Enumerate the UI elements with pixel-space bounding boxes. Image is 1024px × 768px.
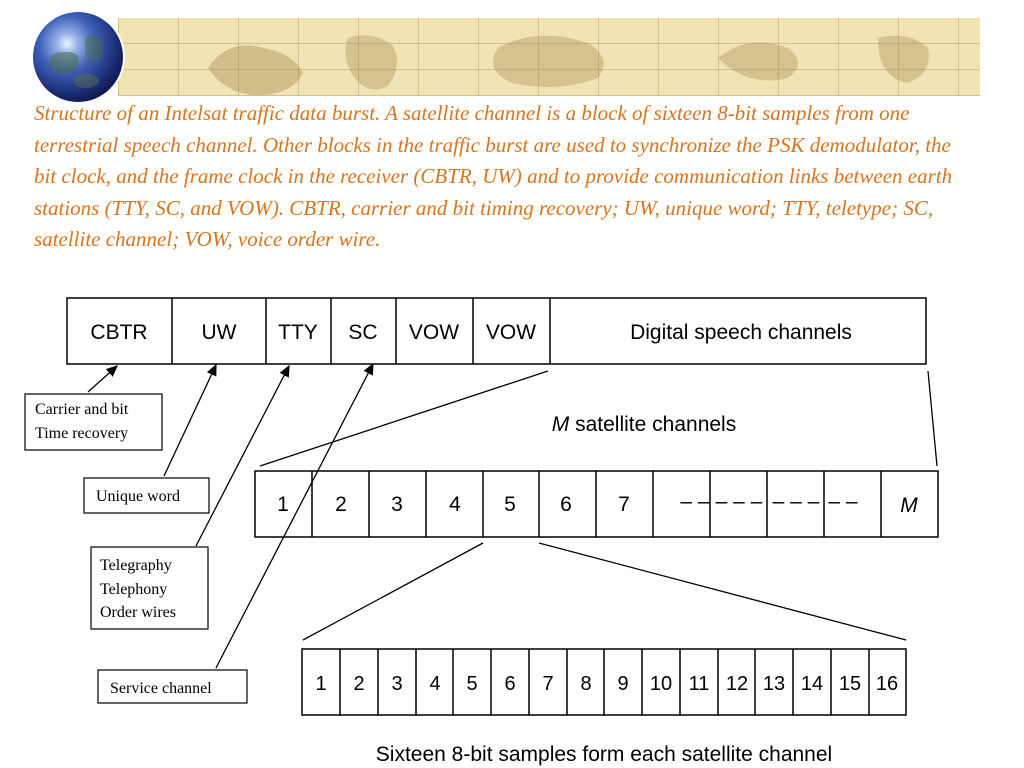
svg-text:Order wires: Order wires (100, 604, 176, 621)
sample-cell: 1 (315, 673, 327, 695)
arrow-tty (196, 366, 289, 546)
callout-service-channel (98, 670, 247, 703)
expand-line-left (260, 371, 548, 466)
sat-channel-m: M (900, 494, 918, 517)
satellite-channels-row (255, 471, 938, 537)
sat-channel-ellipsis: – – (680, 490, 710, 513)
sample-cell: 13 (762, 673, 786, 695)
burst-row (67, 298, 926, 364)
sat-channel-ellipsis: – – – (715, 490, 763, 513)
samples-caption: Sixteen 8-bit samples form each satellite channel (375, 743, 833, 766)
sat-channel-cell: 4 (449, 493, 461, 516)
sat-channel-ellipsis: – – – (772, 490, 820, 513)
sat-channel-cell: 6 (560, 493, 572, 516)
sample-cell: 4 (429, 673, 441, 695)
sample-cell: 15 (838, 673, 862, 695)
satellite-channels-label: M satellite channels (551, 413, 737, 436)
field-digital-speech: Digital speech channels (630, 321, 852, 344)
arrow-uw (164, 365, 216, 476)
sample-expand-line-right (539, 543, 906, 640)
sample-cell: 9 (617, 673, 629, 695)
sample-cell: 16 (875, 673, 899, 695)
sample-cell: 10 (649, 673, 673, 695)
svg-text:Telephony: Telephony (100, 581, 168, 598)
field-vow-1: VOW (408, 321, 460, 344)
sat-channel-ellipsis: – – (828, 490, 858, 513)
arrow-sc (216, 364, 373, 668)
sample-cell: 14 (800, 673, 824, 695)
svg-text:Telegraphy: Telegraphy (100, 557, 172, 574)
sample-cell: 12 (725, 673, 749, 695)
sample-cell: 5 (466, 673, 478, 695)
callout-cbtr (25, 394, 162, 450)
arrow-cbtr (88, 366, 117, 392)
field-cbtr: CBTR (90, 321, 148, 344)
sat-channel-cell: 7 (618, 493, 630, 516)
svg-text:Unique word: Unique word (96, 488, 180, 505)
callout-unique-word (84, 478, 209, 513)
svg-text:Carrier and bit: Carrier and bit (35, 401, 129, 418)
sample-cell: 3 (391, 673, 403, 695)
sat-channel-cell: 3 (391, 493, 403, 516)
sat-channel-cell: 5 (504, 493, 516, 516)
expand-line-right (928, 371, 937, 466)
sample-cell: 6 (504, 673, 516, 695)
figure-caption: Structure of an Intelsat traffic data burst. A satellite channel is a block of sixteen 8-bit samples from one terrestrial speech channel. Other blocks in the traffic burst are used to synchronize the PSK demodulator, the bit clock, and the frame clock in the receiver (CBTR, UW) and to provide communication links between earth stations (TTY, SC, and VOW). CBTR, carrier and bit timing recovery; UW, unique word; TTY, teletype; SC, satellite channel; VOW, voice order wire. (34, 101, 953, 251)
field-uw: UW (201, 321, 237, 344)
sat-channel-cell: 2 (335, 493, 347, 516)
sample-cell: 11 (688, 673, 710, 695)
sample-expand-line-left (303, 543, 483, 640)
sample-cell: 8 (580, 673, 592, 695)
sat-channel-cell: 1 (277, 493, 289, 516)
field-tty: TTY (278, 321, 318, 344)
field-vow-2: VOW (485, 321, 537, 344)
sample-cell: 7 (542, 673, 554, 695)
svg-text:Service channel: Service channel (110, 680, 212, 697)
sample-cell: 2 (353, 673, 365, 695)
svg-text:Time recovery: Time recovery (35, 425, 129, 442)
samples-row (302, 649, 906, 715)
field-sc: SC (348, 321, 378, 344)
callout-telegraphy (91, 547, 208, 629)
